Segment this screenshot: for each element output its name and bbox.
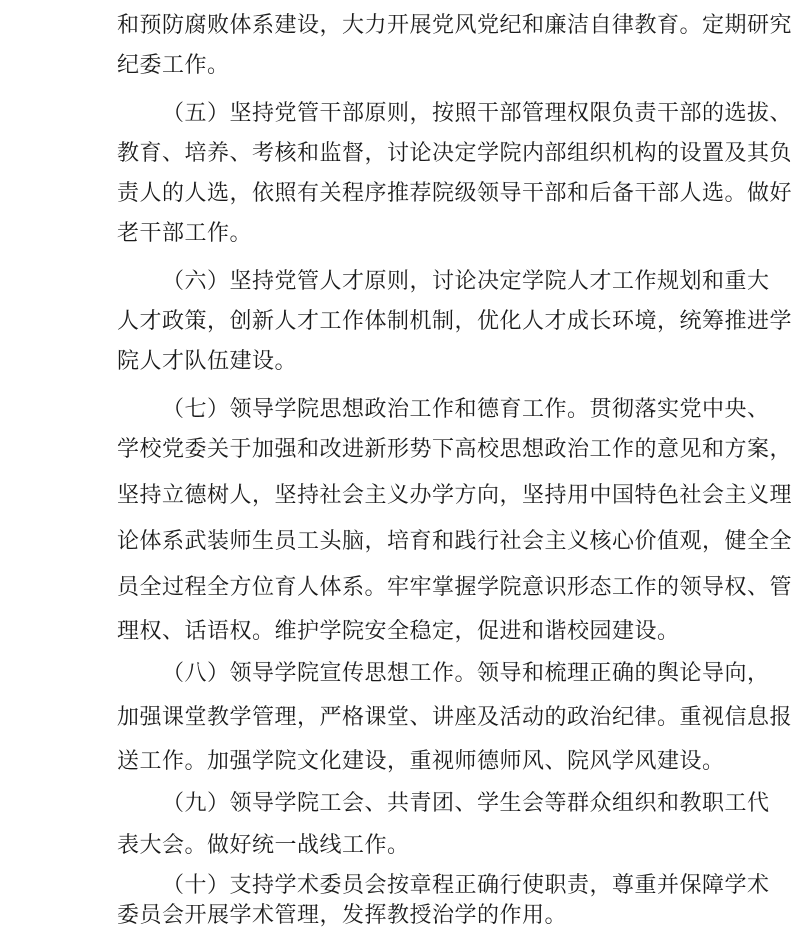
paragraph-6-line-1: （六）坚持党管人才原则，讨论决定学院人才工作规划和重大 — [162, 269, 770, 294]
paragraph-7-line-1: （七）领导学院思想政治工作和德育工作。贯彻落实党中央、 — [162, 397, 770, 422]
paragraph-5-line-1: （五）坚持党管干部原则，按照干部管理权限负责干部的选拔、 — [162, 101, 793, 126]
paragraph-5-line-2: 教育、培养、考核和监督，讨论决定学院内部组织机构的设置及其负 — [117, 141, 793, 166]
paragraph-8-line-1: （八）领导学院宣传思想工作。领导和梳理正确的舆论导向， — [162, 661, 770, 686]
paragraph-9-line-2: 表大会。做好统一战线工作。 — [117, 833, 410, 858]
paragraph-7-line-2: 学校党委关于加强和改进新形势下高校思想政治工作的意见和方案， — [117, 437, 793, 462]
paragraph-6-line-2: 人才政策，创新人才工作体制机制，优化人才成长环境，统筹推进学 — [117, 309, 793, 334]
paragraph-8-line-2: 加强课堂教学管理，严格课堂、讲座及活动的政治纪律。重视信息报 — [117, 705, 793, 730]
paragraph-9-line-1: （九）领导学院工会、共青团、学生会等群众组织和教职工代 — [162, 791, 770, 816]
paragraph-6-line-3: 院人才队伍建设。 — [117, 349, 298, 374]
paragraph-7-line-3: 坚持立德树人，坚持社会主义办学方向，坚持用中国特色社会主义理 — [117, 483, 793, 508]
paragraph-5-line-3: 责人的人选，依照有关程序推荐院级领导干部和后备干部人选。做好 — [117, 181, 793, 206]
text-line-1: 和预防腐败体系建设，大力开展党风党纪和廉洁自律教育。定期研究 — [117, 13, 793, 38]
paragraph-10-line-1: （十）支持学术委员会按章程正确行使职责，尊重并保障学术 — [162, 873, 770, 898]
paragraph-7-line-5: 员全过程全方位育人体系。牢牢掌握学院意识形态工作的领导权、管 — [117, 575, 793, 600]
paragraph-5-line-4: 老干部工作。 — [117, 221, 253, 246]
paragraph-8-line-3: 送工作。加强学院文化建设，重视师德师风、院风学风建设。 — [117, 749, 725, 774]
paragraph-10-line-2: 委员会开展学术管理，发挥教授治学的作用。 — [117, 903, 568, 928]
paragraph-7-line-4: 论体系武装师生员工头脑，培育和践行社会主义核心价值观，健全全 — [117, 529, 793, 554]
text-line-2: 纪委工作。 — [117, 53, 230, 78]
paragraph-7-line-6: 理权、话语权。维护学院安全稳定，促进和谐校园建设。 — [117, 619, 680, 644]
